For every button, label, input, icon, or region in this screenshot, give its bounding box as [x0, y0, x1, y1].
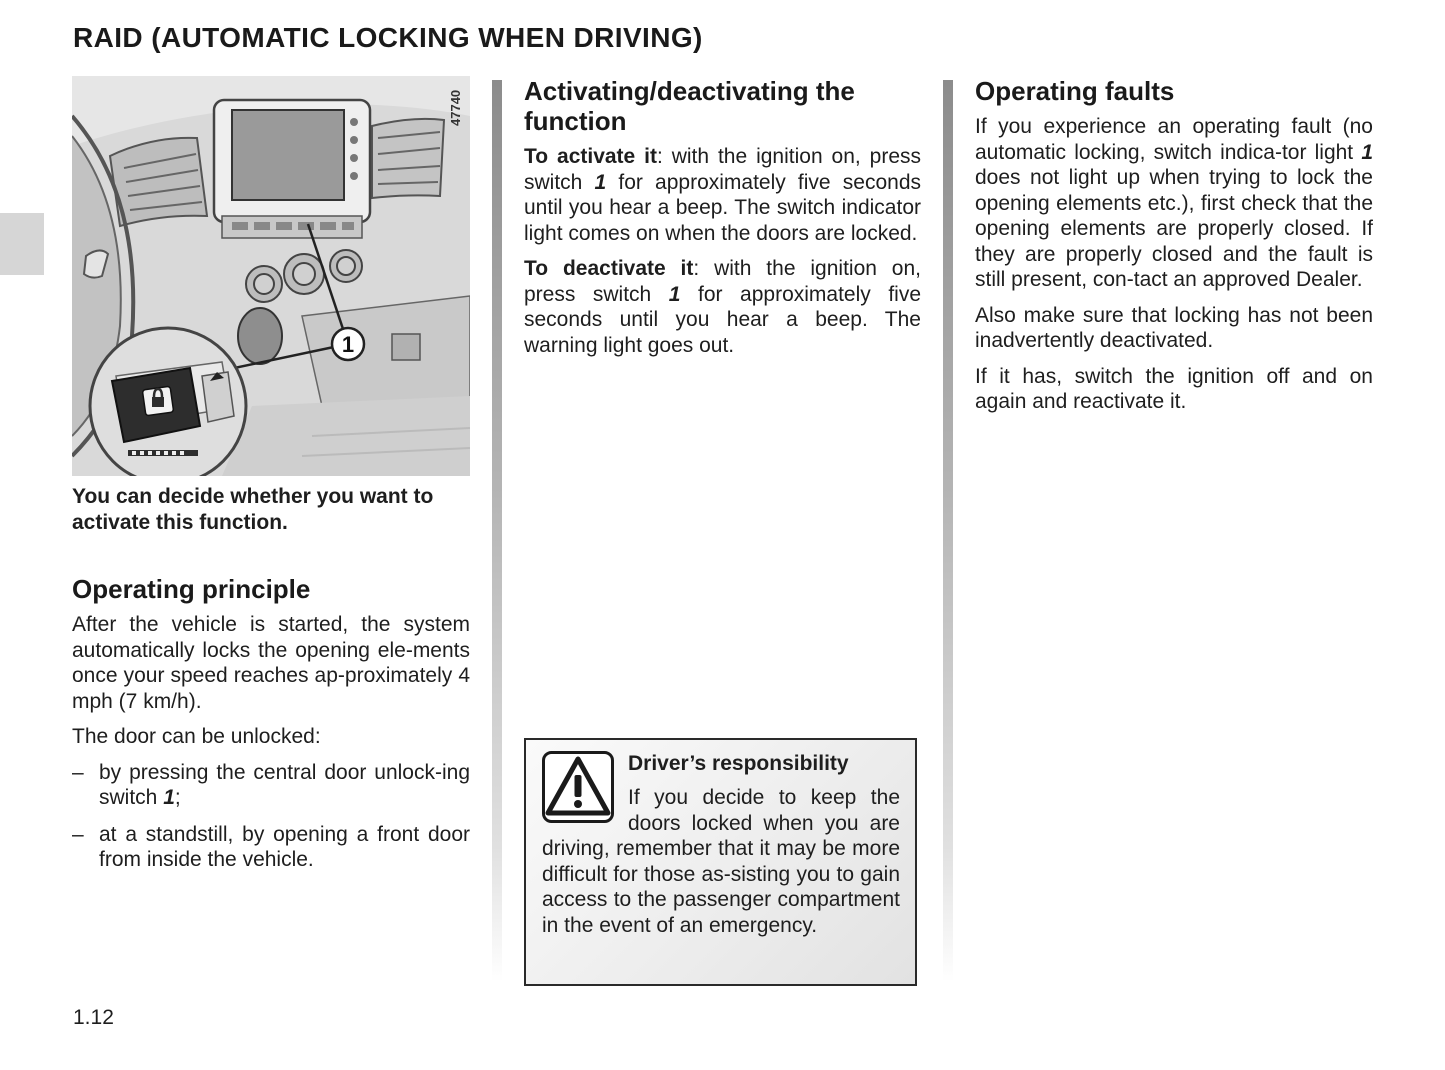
- figure-reference-code: 47740: [448, 89, 463, 126]
- page-title: RAID (AUTOMATIC LOCKING WHEN DRIVING): [73, 22, 703, 53]
- list-item: – at a standstill, by opening a front door from inside the vehicle.: [72, 822, 470, 873]
- dashboard-illustration: [72, 76, 470, 476]
- callout-number: 1: [341, 332, 355, 357]
- list-item: – by pressing the central door unlock-ing switch 1;: [72, 760, 470, 811]
- warning-title: Driver’s responsibility: [628, 752, 849, 775]
- warning-body: If you decide to keep the doors locked when you are driving, remember that it may be more difficult for those as-sisting you to gain access to the passenger compartment in the event of an emergency.: [542, 786, 900, 937]
- operating-principle-para: After the vehicle is started, the system automatically locks the opening ele-ments once your speed reaches ap-proximately 4 mph (7 km/h).: [72, 613, 470, 713]
- deactivate-paragraph: To deactivate it: with the ignition on, press switch 1 for approximately five seconds until you hear a beep. The warning light goes out.: [524, 257, 921, 357]
- column-divider-left: [492, 80, 502, 982]
- faults-paragraph-1: If you experience an operating fault (no automatic locking, switch indica-tor light 1 does not light up when trying to lock the opening elements etc.), first check that the opening elements are properly closed. If they are properly closed and the fault is still present, con-tact an approved Dealer.: [975, 115, 1373, 291]
- operating-faults-heading: Operating faults: [975, 76, 1175, 106]
- column-right: [975, 76, 1373, 425]
- chapter-tab: [0, 213, 44, 275]
- activate-paragraph: To activate it: with the ignition on, press switch 1 for approximately five seconds until you hear a beep. The switch indicator light comes on when the doors are locked.: [524, 145, 921, 245]
- figure-caption: You can decide whether you want to activate this function.: [72, 485, 434, 534]
- column-middle: [524, 76, 921, 368]
- unlock-methods-list: [72, 760, 470, 873]
- page-number: 1.12: [73, 1006, 114, 1029]
- unlock-intro: The door can be unlocked:: [72, 725, 321, 748]
- column-left: [72, 76, 470, 884]
- driver-responsibility-warning: [524, 738, 917, 986]
- warning-triangle-icon: [542, 751, 614, 823]
- faults-paragraph-3: If it has, switch the ignition off and on again and reactivate it.: [975, 364, 1373, 413]
- activation-heading: Activating/deactivating the function: [524, 76, 855, 136]
- operating-principle-heading: Operating principle: [72, 574, 311, 604]
- faults-paragraph-2: Also make sure that locking has not been inadvertently deactivated.: [975, 303, 1373, 352]
- column-divider-right: [943, 80, 953, 982]
